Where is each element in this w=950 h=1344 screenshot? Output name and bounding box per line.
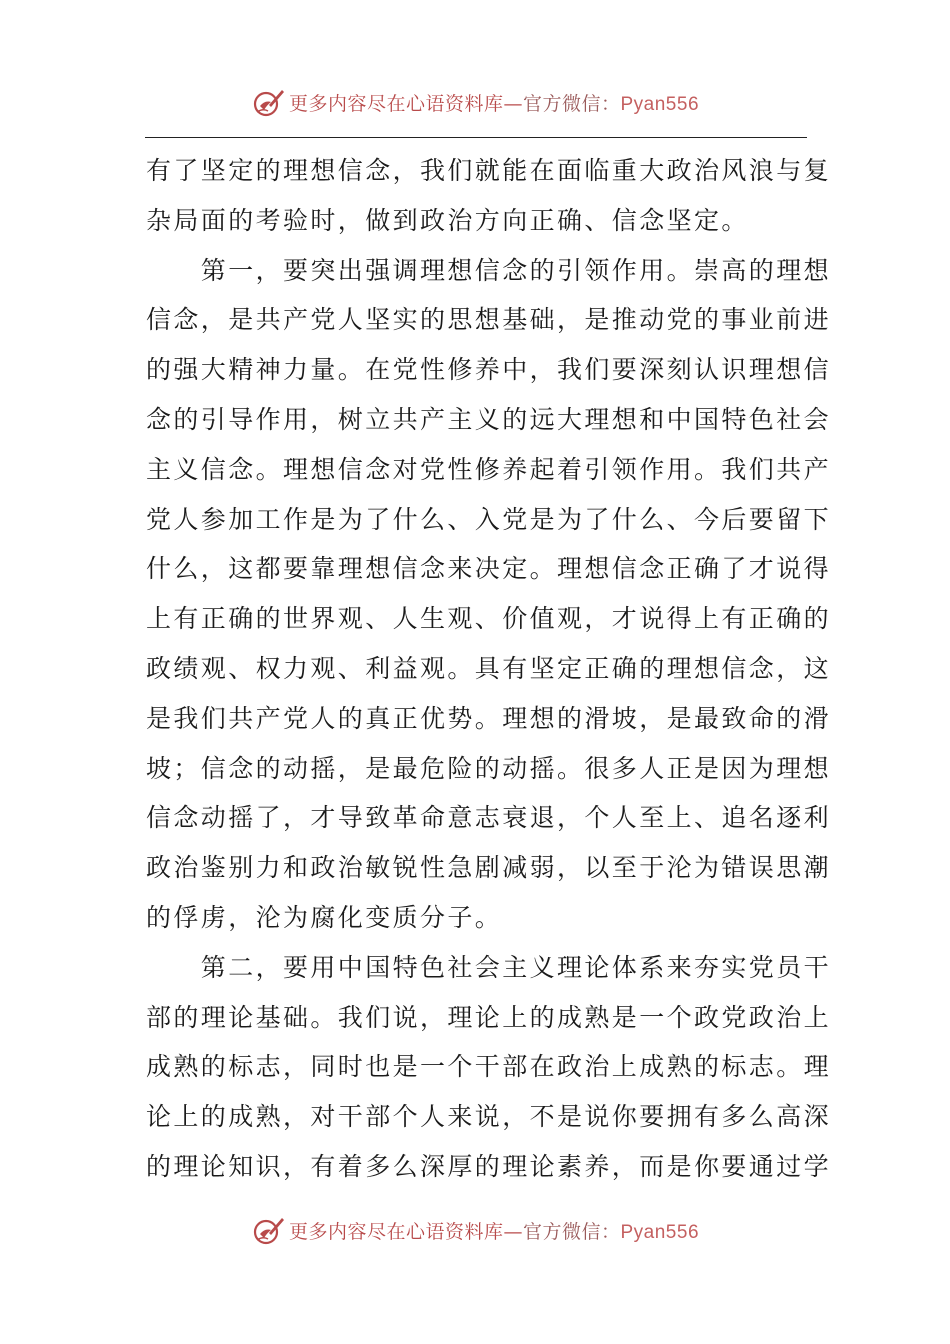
banner-text xyxy=(289,1217,699,1244)
text-line: 杂局面的考验时，做到政治方向正确、信念坚定。 xyxy=(146,205,749,235)
banner-wechat-id: Pyan556 xyxy=(620,93,700,115)
text-line: 有了坚定的理想信念，我们就能在面临重大政治风浪与复 xyxy=(146,156,832,185)
text-line: 政治鉴别力和政治敏锐性急剧减弱，以至于沦为错误思潮 xyxy=(146,853,832,883)
banner-official-label: 官方微信： xyxy=(522,1220,621,1243)
pen-logo-icon xyxy=(251,85,285,119)
banner-dash: — xyxy=(503,1220,523,1243)
banner-official-label: 官方微信： xyxy=(522,92,621,115)
text-line: 的强大精神力量。在党性修养中，我们要深刻认识理想信 xyxy=(146,355,832,385)
banner-text xyxy=(289,89,699,116)
banner-dash: — xyxy=(503,92,523,115)
text-line: 的俘虏，沦为腐化变质分子。 xyxy=(146,902,503,932)
text-line: 信念，是共产党人坚实的思想基础，是推动党的事业前进 xyxy=(146,305,832,335)
text-line: 第一，要突出强调理想信念的引领作用。崇高的理想 xyxy=(146,255,832,285)
banner-main-text: 更多内容尽在心语资料库 xyxy=(288,92,504,115)
text-line: 的理论知识，有着多么深厚的理论素养，而是你要通过学 xyxy=(146,1151,832,1181)
text-line: 论上的成熟，对干部个人来说，不是说你要拥有多么高深 xyxy=(146,1102,832,1132)
text-line: 信念动摇了，才导致革命意志衰退，个人至上、追名逐利 xyxy=(146,803,832,833)
banner-wechat-id: Pyan556 xyxy=(620,1221,700,1243)
text-line: 念的引导作用，树立共产主义的远大理想和中国特色社会 xyxy=(146,404,832,434)
text-line: 政绩观、权力观、利益观。具有坚定正确的理想信念，这 xyxy=(146,653,832,683)
banner-main-text: 更多内容尽在心语资料库 xyxy=(288,1220,504,1243)
text-line: 第二，要用中国特色社会主义理论体系来夯实党员干 xyxy=(146,952,832,982)
text-line: 坡；信念的动摇，是最危险的动摇。很多人正是因为理想 xyxy=(146,753,832,783)
text-line: 部的理论基础。我们说，理论上的成熟是一个政党政治上 xyxy=(146,1002,832,1032)
text-line: 主义信念。理想信念对党性修养起着引领作用。我们共产 xyxy=(146,454,832,484)
header-banner xyxy=(0,80,950,124)
document-body xyxy=(146,146,832,1192)
text-line: 上有正确的世界观、人生观、价值观，才说得上有正确的 xyxy=(146,604,832,634)
footer-banner xyxy=(0,1208,950,1252)
text-line: 成熟的标志，同时也是一个干部在政治上成熟的标志。理 xyxy=(146,1052,832,1082)
pen-logo-icon xyxy=(251,1213,285,1247)
text-line: 是我们共产党人的真正优势。理想的滑坡，是最致命的滑 xyxy=(146,703,832,733)
text-line: 什么，这都要靠理想信念来决定。理想信念正确了才说得 xyxy=(146,554,832,584)
text-line: 党人参加工作是为了什么、入党是为了什么、今后要留下 xyxy=(146,504,832,534)
header-divider xyxy=(145,137,807,138)
